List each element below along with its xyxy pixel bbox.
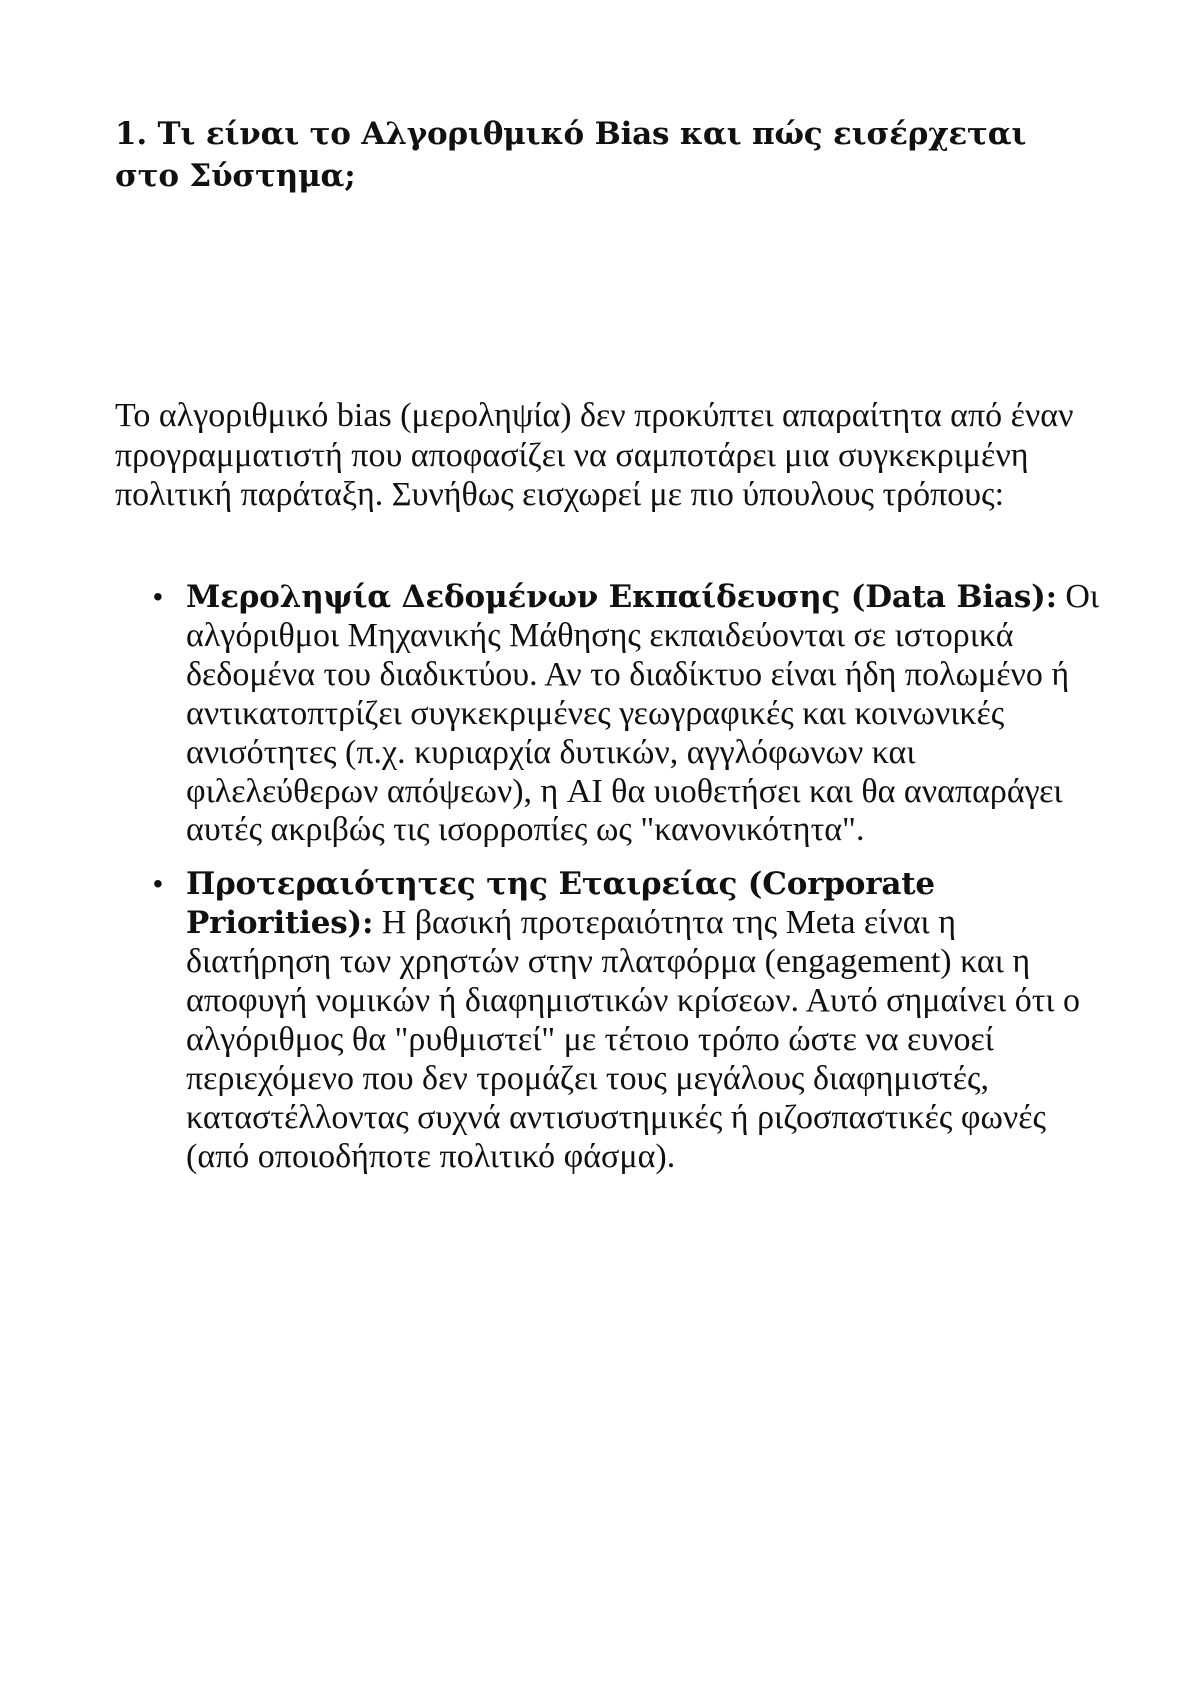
bullet-icon: • [153,581,163,612]
bullet-text: Η βασική προτεραιότητα της Meta είναι η διατήρηση των χρηστών στην πλατφόρμα (engagement) και η αποφυγή νομικών ή διαφημιστικών κρίσεων. Αυτό σημαίνει ότι ο αλγόριθμος θα "ρυθμιστεί" με τέτοιο τρόπο ώστε να ευνοεί περιεχόμενο που δεν τρομάζει τους μεγάλους διαφημιστές, καταστέλλοντας συχνά αντισυστημικές ή ριζοσπαστικές φωνές (από οποιοδήποτε πολιτικό φάσμα). [186,904,1081,1175]
section-heading: 1. Τι είναι το Αλγοριθμικό Bias και πώς εισέρχεται στο Σύστημα; [115,116,1027,194]
bullet-title: Μεροληψία Δεδομένων Εκπαίδευσης (Data Bias): [186,579,1057,615]
intro-paragraph: Το αλγοριθμικό bias (μεροληψία) δεν προκύπτει απαραίτητα από έναν προγραμματιστή που αποφασίζει να σαμποτάρει μια συγκεκριμένη πολιτική παράταξη. Συνήθως εισχωρεί με πιο ύπουλους τρόπους: [115,397,1074,513]
bullet-icon: • [153,868,163,900]
bullet-title: Προτεραιότητες της Εταιρείας (Corporate Priorities): [186,866,935,942]
bullet-list [115,578,1105,1177]
bullet-text: Οι αλγόριθμοι Μηχανικής Μάθησης εκπαιδεύονται σε ιστορικά δεδομένα του διαδικτύου. Αν το διαδίκτυο είναι ήδη πολωμένο ή αντικατοπτρίζει συγκεκριμένες γεωγραφικές και κοινωνικές ανισότητες (π.χ. κυριαρχία δυτικών, αγγλόφωνων και φιλελεύθερων απόψεων), η AI θα υιοθετήσει και θα αναπαράγει αυτές ακριβώς τις ισορροπίες ως "κανονικότητα". [186,578,1100,849]
bullet-item-corporate-priorities [115,865,1105,1176]
bullet-item-data-bias [115,578,1105,850]
